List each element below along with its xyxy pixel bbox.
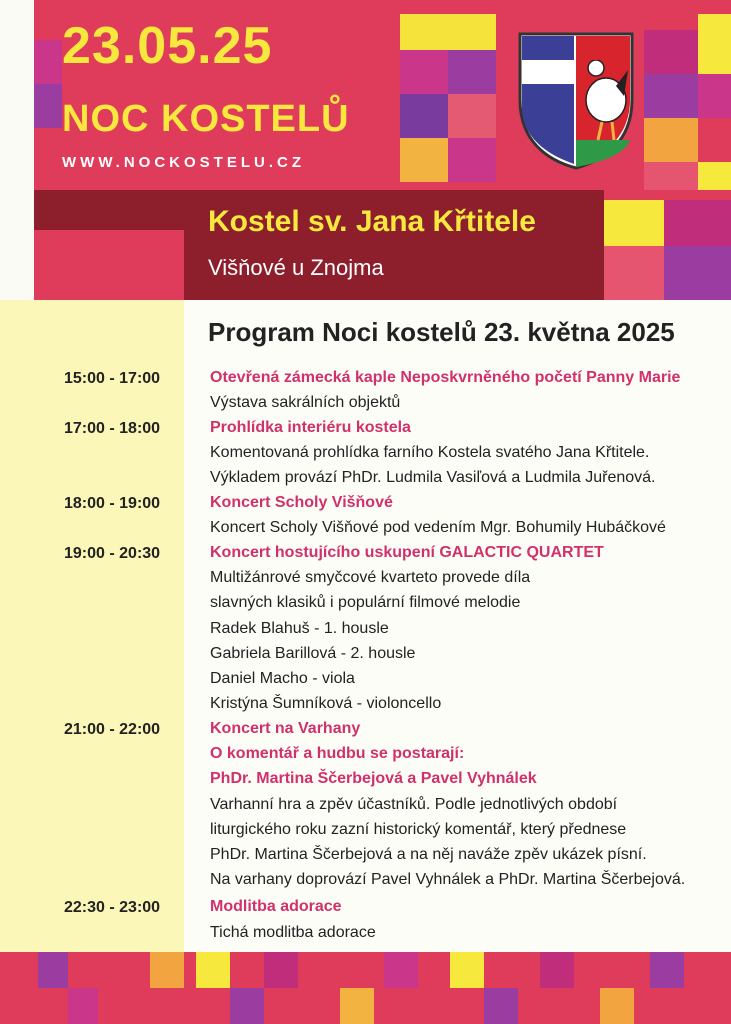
decor-square <box>600 988 634 1024</box>
decor-square <box>400 14 496 50</box>
church-name: Kostel sv. Jana Křtitele <box>208 205 536 238</box>
left-margin <box>0 0 34 300</box>
decor-square <box>604 246 664 300</box>
program-item-text: Komentovaná prohlídka farního Kostela svatého Jana Křtitele. <box>210 444 650 461</box>
event-date: 23.05.25 <box>62 17 273 75</box>
church-band-left <box>34 190 184 230</box>
program-item-text: Varhanní hra a zpěv účastníků. Podle jednotlivých období <box>210 796 618 813</box>
decor-square <box>150 952 184 988</box>
decor-square <box>644 118 698 162</box>
decor-square <box>540 952 574 988</box>
program-item-title: Koncert Scholy Višňové <box>210 494 393 511</box>
time-slot: 22:30 - 23:00 <box>64 899 161 916</box>
decor-square <box>384 952 418 988</box>
program-item-title: Koncert hostujícího uskupení GALACTIC QUARTET <box>210 544 604 561</box>
time-slot: 21:00 - 22:00 <box>64 721 161 738</box>
time-slot: 15:00 - 17:00 <box>64 370 161 387</box>
time-slot: 18:00 - 19:00 <box>64 495 161 512</box>
decor-square <box>196 952 230 988</box>
decor-square <box>450 952 484 988</box>
decor-square <box>448 50 496 94</box>
program-item-text: PhDr. Martina Ščerbejová a na něj naváže zpěv ukázek písní. <box>210 846 647 863</box>
decor-square <box>698 74 731 118</box>
program-item-title: O komentář a hudbu se postarají: <box>210 745 465 762</box>
program-item-text: Daniel Macho - viola <box>210 670 355 687</box>
decor-square <box>644 162 698 190</box>
rooster-coat-of-arms-icon <box>516 30 636 170</box>
decor-square <box>698 14 731 74</box>
decor-square <box>604 200 664 246</box>
footer-banner <box>0 952 731 1024</box>
decor-square <box>664 246 731 300</box>
program-item-title: Koncert na Varhany <box>210 720 361 737</box>
program-item-text: liturgického roku zazní historický komentář, který přednese <box>210 821 627 838</box>
program-item-text: Radek Blahuš - 1. housle <box>210 620 389 637</box>
decor-square <box>34 84 62 128</box>
program-item-title: PhDr. Martina Ščerbejová a Pavel Vyhnálek <box>210 770 537 787</box>
decor-square <box>230 988 264 1024</box>
program-item-text: Výstava sakrálních objektů <box>210 394 401 411</box>
decor-square <box>644 30 698 74</box>
decor-square <box>400 94 448 138</box>
event-website[interactable]: WWW.NOCKOSTELU.CZ <box>62 154 305 171</box>
decor-square <box>664 200 731 246</box>
decor-square <box>448 94 496 138</box>
decor-square <box>400 138 448 182</box>
decor-square <box>400 50 448 94</box>
time-slot: 19:00 - 20:30 <box>64 545 161 562</box>
program-item-text: slavných klasiků i populární filmové melodie <box>210 594 521 611</box>
program-item-text: Výkladem provází PhDr. Ludmila Vasiľová a Ludmila Juřenová. <box>210 469 656 486</box>
time-slot: 17:00 - 18:00 <box>64 420 161 437</box>
decor-square <box>68 988 98 1024</box>
decor-square <box>34 40 62 84</box>
program-item-title: Otevřená zámecká kaple Neposkvrněného početí Panny Marie <box>210 369 681 386</box>
decor-square <box>448 138 496 182</box>
program-item-text: Tichá modlitba adorace <box>210 924 376 941</box>
program-item-text: Koncert Scholy Višňové pod vedením Mgr. Bohumily Hubáčkové <box>210 519 666 536</box>
decor-square <box>340 988 374 1024</box>
program-item-text: Na varhany doprovází Pavel Vyhnálek a PhDr. Martina Ščerbejová. <box>210 871 686 888</box>
decor-square <box>264 952 298 988</box>
program-item-text: Gabriela Barillová - 2. housle <box>210 645 416 662</box>
decor-square <box>38 952 68 988</box>
program-item-text: Kristýna Šumníková - violoncello <box>210 695 442 712</box>
program-title: Program Noci kostelů 23. května 2025 <box>208 317 675 347</box>
program-item-text: Multižánrové smyčcové kvarteto provede díla <box>210 569 531 586</box>
time-column <box>0 300 184 952</box>
decor-square <box>650 952 684 988</box>
decor-square <box>698 162 731 190</box>
program-item-title: Modlitba adorace <box>210 898 342 915</box>
church-place: Višňové u Znojma <box>208 255 384 280</box>
decor-square <box>484 988 518 1024</box>
decor-square <box>644 74 698 118</box>
event-title: NOC KOSTELŮ <box>62 98 350 140</box>
program-item-title: Prohlídka interiéru kostela <box>210 419 411 436</box>
